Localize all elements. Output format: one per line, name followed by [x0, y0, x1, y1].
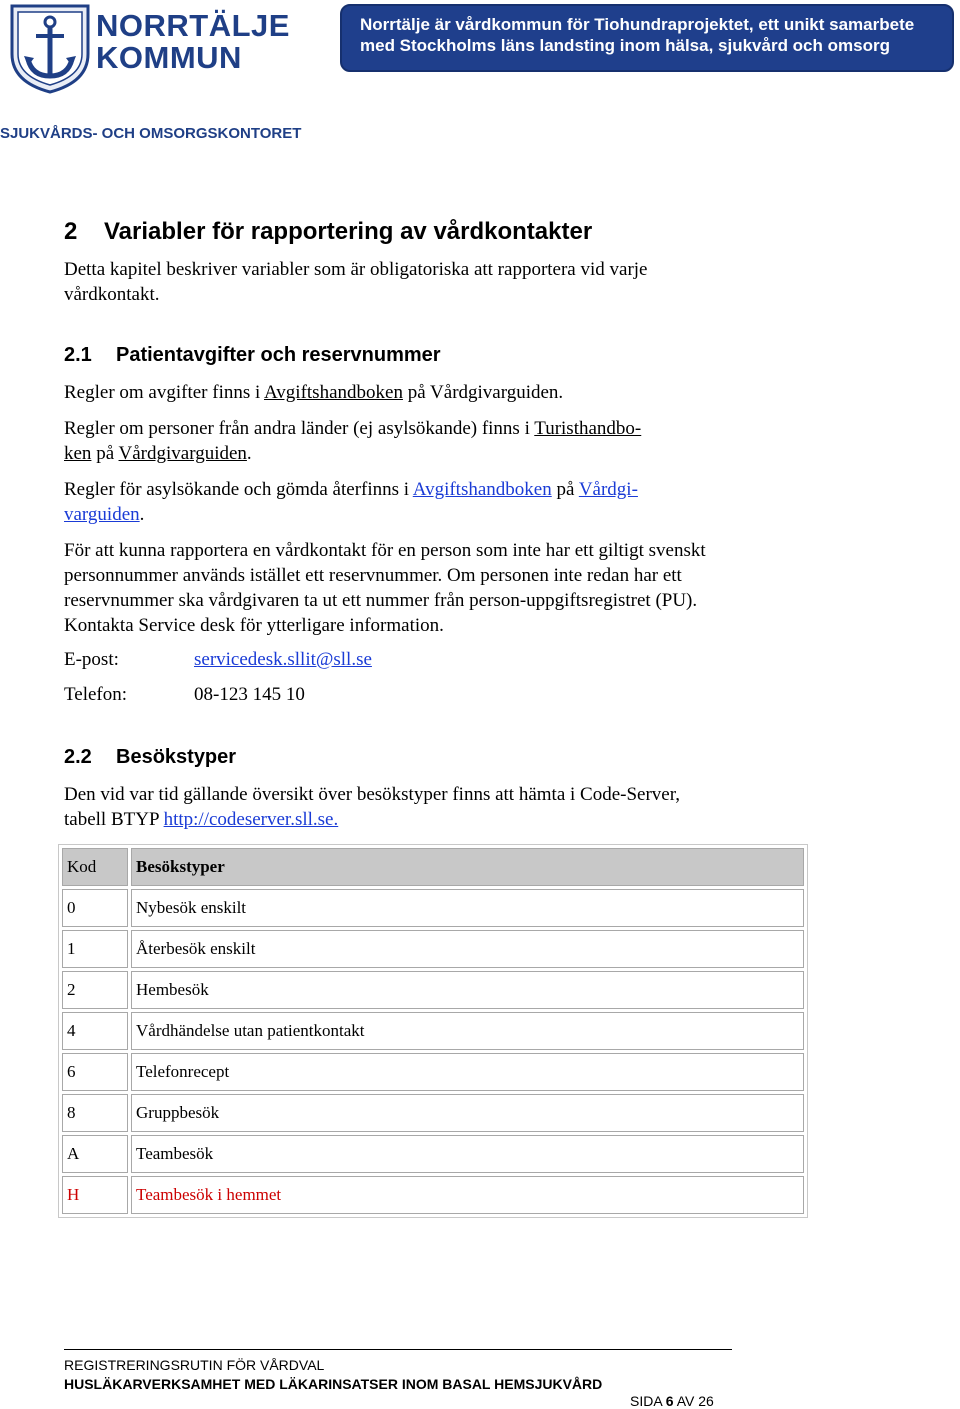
table-row [62, 1094, 804, 1132]
section-2-2-heading: 2.2 Besökstyper [64, 746, 237, 768]
vardgivarguiden-link-2[interactable]: Vårdgi- [578, 479, 638, 500]
row-kod: H [62, 1176, 128, 1214]
header-kod: Kod [62, 848, 128, 886]
row-kod: 6 [62, 1053, 128, 1091]
table-row [62, 889, 804, 927]
row-kod: 8 [62, 1094, 128, 1132]
vardgivarguiden-link[interactable]: Vårdgivarguiden [118, 443, 247, 464]
section-2-heading: 2 Variabler för rapportering av vårdkontakter [64, 218, 593, 245]
table-row [62, 1053, 804, 1091]
row-text: Hembesök [131, 971, 804, 1009]
office-name: SJUKVÅRDS- OCH OMSORGSKONTORET [0, 125, 302, 142]
row-kod: A [62, 1135, 128, 1173]
email-row: E-post: servicedesk.sllit@sll.se [64, 649, 372, 670]
asylum-paragraph: Regler för asylsökande och gömda återfinns i Avgiftshandboken på Vårdgi- varguiden. [64, 479, 638, 525]
foreign-persons-paragraph: Regler om personer från andra länder (ej asylsökande) finns i Turisthandbo- ken på Vårdgivarguiden. [64, 418, 642, 464]
codeserver-link[interactable]: http://codeserver.sll.se. [163, 809, 339, 830]
table-row [62, 1012, 804, 1050]
page-number: SIDA 6 AV 26 [630, 1393, 714, 1409]
section-2-intro: Detta kapitel beskriver variabler som är obligatoriska att rapportera vid varje vårdkontakt. [64, 259, 648, 305]
table-header-row [62, 848, 804, 886]
row-kod: 0 [62, 889, 128, 927]
table-row [62, 930, 804, 968]
row-kod: 1 [62, 930, 128, 968]
row-text: Nybesök enskilt [131, 889, 804, 927]
footer-title-line1: REGISTRERINGSRUTIN FÖR VÅRDVAL [64, 1357, 325, 1373]
row-kod: 2 [62, 971, 128, 1009]
table-row [62, 971, 804, 1009]
header-banner: Norrtälje är vårdkommun för Tiohundraprojektet, ett unikt samarbete med Stockholms läns landsting inom hälsa, sjukvård och omsorg [340, 4, 954, 72]
municipality-name: NORRTÄLJE KOMMUN [96, 8, 290, 75]
row-text: Teambesök [131, 1135, 804, 1173]
header-besokstyper: Besökstyper [131, 848, 804, 886]
row-text: Vårdhändelse utan patientkontakt [131, 1012, 804, 1050]
fees-paragraph: Regler om avgifter finns i Avgiftshandboken på Vårdgivarguiden. [64, 382, 564, 403]
email-link[interactable]: servicedesk.sllit@sll.se [194, 649, 372, 670]
row-text: Återbesök enskilt [131, 930, 804, 968]
section-2-1-heading: 2.1 Patientavgifter och reservnummer [64, 344, 441, 366]
phone-row: Telefon: 08-123 145 10 [64, 684, 305, 705]
visit-types-table [58, 844, 808, 1218]
row-text: Gruppbesök [131, 1094, 804, 1132]
turisthandboken-link[interactable]: Turisthandbo- [534, 418, 642, 439]
table-row [62, 1135, 804, 1173]
row-text: Telefonrecept [131, 1053, 804, 1091]
footer-divider [64, 1349, 732, 1350]
table-row [62, 1176, 804, 1214]
footer-title-line2: HUSLÄKARVERKSAMHET MED LÄKARINSATSER INOM BASAL HEMSJUKVÅRD [64, 1376, 603, 1392]
municipality-crest-icon [8, 4, 92, 94]
avgiftshandboken-link[interactable]: Avgiftshandboken [263, 382, 403, 403]
row-text: Teambesök i hemmet [131, 1176, 804, 1214]
visit-types-paragraph: Den vid var tid gällande översikt över besökstyper finns att hämta i Code-Server, tabell BTYP http://codeserver.sll.se. [64, 784, 681, 830]
turisthandboken-link-cont[interactable]: ken [64, 443, 92, 464]
vardgivarguiden-link-2-cont[interactable]: varguiden [64, 504, 140, 525]
reserve-number-paragraph: För att kunna rapportera en vårdkontakt för en person som inte har ett giltigt svenskt personnummer används istället ett reservnummer. Om personen inte redan har ett reservnummer ska vårdgivaren ta ut ett nummer från person-uppgiftsregistret (PU). Kontakta Service desk för ytterligare information. [64, 540, 706, 636]
avgiftshandboken-link-2[interactable]: Avgiftshandboken [412, 479, 552, 500]
row-kod: 4 [62, 1012, 128, 1050]
